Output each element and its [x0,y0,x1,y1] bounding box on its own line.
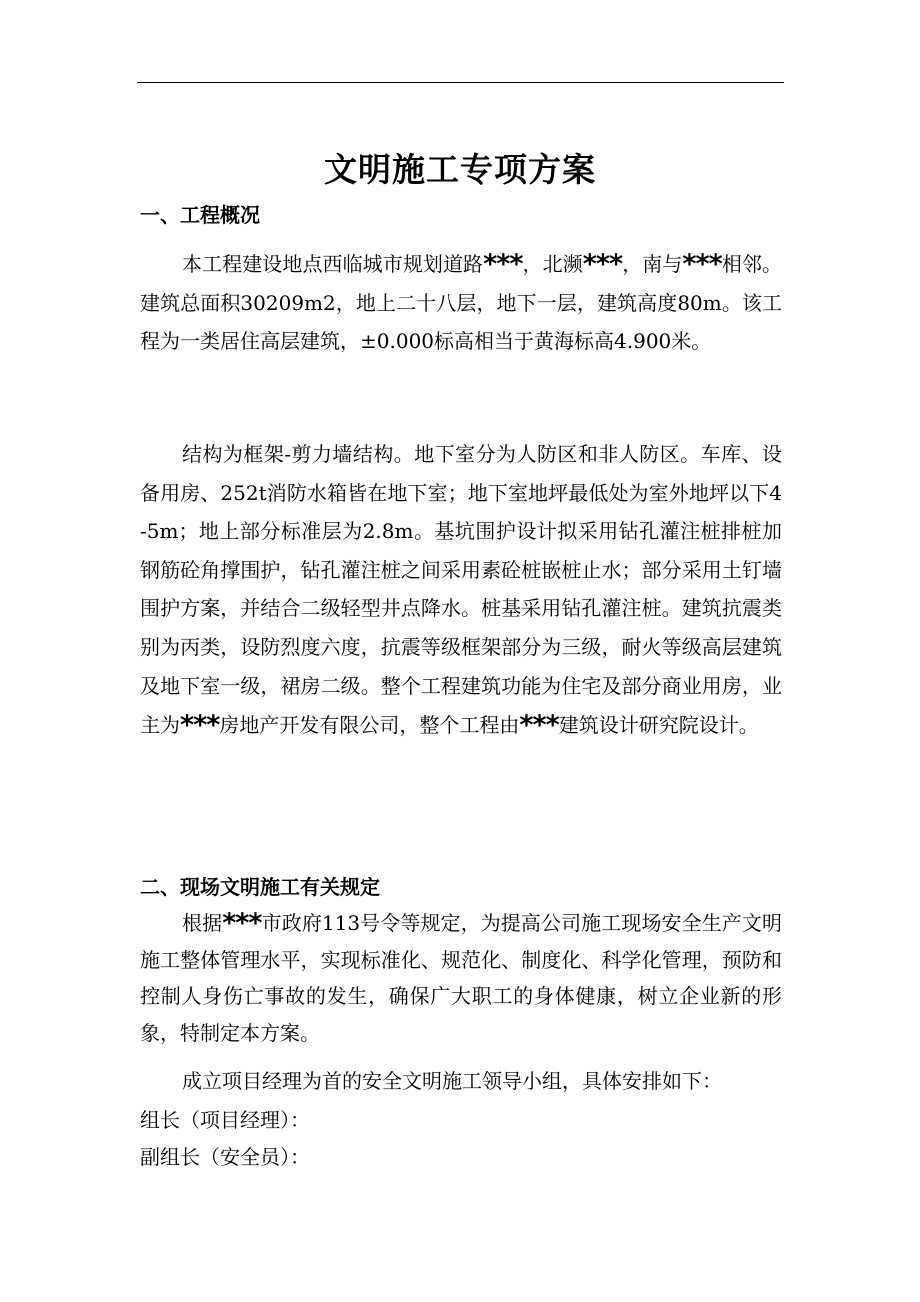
document-title: 文明施工专项方案 [324,150,596,189]
redacted-name: *** [682,249,722,280]
redacted-name: *** [519,710,559,742]
paragraph-regulations: 根据***市政府113号令等规定，为提高公司施工现场安全生产文明施工整体管理水平，实现标准化、规范化、制度化、科学化管理，预防和控制人身伤亡事故的发生，确保广大职工的身体健康，树立企业新的形象，特制定本方案。 [140,908,782,1045]
role-team-leader: 组长（项目经理）： [140,1108,310,1132]
paragraph-structure: 结构为框架-剪力墙结构。地下室分为人防区和非人防区。车库、设备用房、252t消防水箱皆在地下室；地下室地坪最低处为室外地坪以下4-5m；地上部分标准层为2.8m。基坑围护设计拟采用钻孔灌注桩排桩加钢筋砼角撑围护，钻孔灌注桩之间采用素砼桩嵌桩止水；部分采用土钉墙围护方案，并结合二级轻型井点降水。桩基采用钻孔灌注桩。建筑抗震类别为丙类，设防烈度六度，抗震等级框架部分为三级，耐火等级高层建筑及地下室一级，裙房二级。整个工程建筑功能为住宅及部分商业用房，业主为***房地产开发有限公司，整个工程由***建筑设计研究院设计。 [140,442,782,742]
redacted-name: *** [180,710,220,742]
section-heading-regulations: 二、现场文明施工有关规定 [140,875,380,899]
redacted-name: *** [483,249,523,280]
section-heading-overview: 一、工程概况 [140,203,260,227]
paragraph-team: 成立项目经理为首的安全文明施工领导小组，具体安排如下： [182,1069,722,1093]
header-rule [137,82,784,83]
redacted-name: *** [582,249,623,280]
redacted-name: *** [222,908,262,939]
role-deputy-leader: 副组长（安全员）： [140,1145,310,1169]
paragraph-site-overview: 本工程建设地点西临城市规划道路***，北濒***，南与***相邻。建筑总面积30209m2，地上二十八层，地下一层，建筑高度80m。该工程为一类居住高层建筑，±0.000标高相当于黄海标高4.900米。 [140,249,783,354]
